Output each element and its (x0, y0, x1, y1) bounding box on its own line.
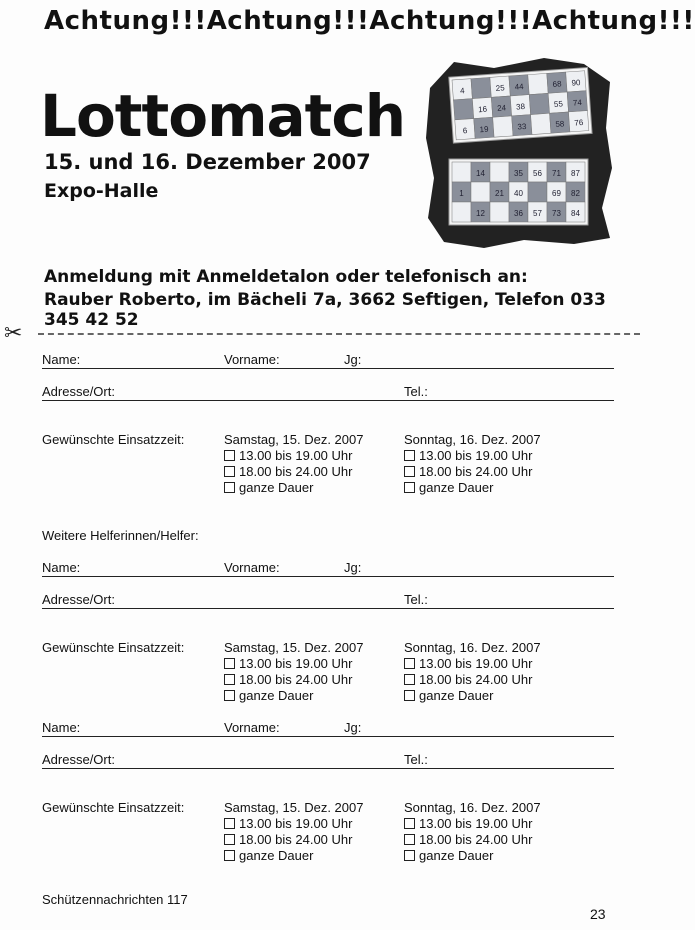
sat-option-3[interactable]: ganze Dauer (224, 688, 313, 703)
card-number: 68 (552, 79, 562, 89)
card-number: 6 (462, 126, 468, 136)
card-number: 58 (555, 119, 565, 129)
name-field[interactable] (42, 736, 614, 737)
card-number: 33 (517, 121, 527, 132)
sunday-heading: Sonntag, 16. Dez. 2007 (404, 800, 541, 815)
name-label: Name: (42, 720, 81, 735)
checkbox[interactable] (224, 466, 235, 477)
card-number: 90 (571, 78, 581, 88)
achtung-banner (0, 6, 695, 46)
address-field[interactable] (42, 400, 614, 401)
card-number: 71 (552, 169, 561, 178)
sun-option-1[interactable]: 13.00 bis 19.00 Uhr (404, 656, 532, 671)
name-field[interactable] (42, 368, 614, 369)
card-number: 84 (571, 209, 580, 218)
name-label: Name: (42, 352, 81, 367)
card-number: 44 (514, 82, 524, 92)
card-number: 74 (572, 98, 583, 108)
checkbox[interactable] (224, 690, 235, 701)
name-label: Name: (42, 560, 81, 575)
checkbox[interactable] (404, 466, 415, 477)
card-number: 25 (495, 83, 505, 93)
card-number: 76 (574, 117, 584, 128)
sat-option-2[interactable]: 18.00 bis 24.00 Uhr (224, 832, 352, 847)
lotto-card-bottom (449, 159, 588, 225)
card-cell (452, 202, 471, 222)
name-field[interactable] (42, 576, 614, 577)
checkbox[interactable] (224, 450, 235, 461)
saturday-heading: Samstag, 15. Dez. 2007 (224, 800, 364, 815)
sun-option-3[interactable]: ganze Dauer (404, 848, 493, 863)
sat-option-2[interactable]: 18.00 bis 24.00 Uhr (224, 672, 352, 687)
jg-label: Jg: (344, 720, 362, 735)
publication-name: Schützennachrichten 117 (42, 892, 188, 907)
checkbox[interactable] (224, 674, 235, 685)
cut-line (4, 320, 640, 345)
event-venue: Expo-Halle (44, 180, 159, 202)
card-cell (490, 202, 509, 222)
card-number: 21 (495, 189, 504, 198)
checkbox[interactable] (404, 834, 415, 845)
card-number: 16 (477, 104, 488, 115)
achtung-text: Achtung!!! (206, 6, 370, 36)
registration-heading: Anmeldung mit Anmeldetalon oder telefonisch an: (44, 267, 528, 287)
achtung-text: Achtung!!! (44, 6, 207, 36)
jg-label: Jg: (344, 560, 362, 575)
checkbox[interactable] (404, 850, 415, 861)
checkbox[interactable] (404, 818, 415, 829)
card-number: 40 (514, 189, 523, 198)
vorname-label: Vorname: (224, 352, 280, 367)
vorname-label: Vorname: (224, 560, 280, 575)
card-cell (471, 77, 491, 98)
card-number: 4 (459, 86, 465, 96)
tel-label: Tel.: (404, 384, 428, 399)
card-cell (490, 162, 509, 182)
einsatz-label: Gewünschte Einsatzzeit: (42, 800, 185, 815)
dashed-divider (38, 333, 640, 335)
card-number: 36 (514, 209, 523, 218)
lotto-cards-illustration (424, 58, 614, 248)
checkbox[interactable] (224, 834, 235, 845)
checkbox[interactable] (224, 850, 235, 861)
card-number: 82 (571, 189, 580, 198)
sun-option-2[interactable]: 18.00 bis 24.00 Uhr (404, 464, 532, 479)
checkbox[interactable] (224, 658, 235, 669)
card-number: 73 (552, 209, 561, 218)
card-cell (529, 93, 549, 114)
sun-option-1[interactable]: 13.00 bis 19.00 Uhr (404, 816, 532, 831)
sun-option-2[interactable]: 18.00 bis 24.00 Uhr (404, 832, 532, 847)
sun-option-2[interactable]: 18.00 bis 24.00 Uhr (404, 672, 532, 687)
sat-option-3[interactable]: ganze Dauer (224, 848, 313, 863)
card-cell (471, 182, 490, 202)
einsatz-label: Gewünschte Einsatzzeit: (42, 640, 185, 655)
checkbox[interactable] (224, 818, 235, 829)
checkbox[interactable] (224, 482, 235, 493)
address-label: Adresse/Ort: (42, 752, 115, 767)
card-number: 57 (533, 209, 542, 218)
lotto-card-top (449, 68, 592, 144)
checkbox[interactable] (404, 450, 415, 461)
card-number: 35 (514, 169, 523, 178)
sat-option-1[interactable]: 13.00 bis 19.00 Uhr (224, 656, 352, 671)
sunday-heading: Sonntag, 16. Dez. 2007 (404, 640, 541, 655)
card-number: 69 (552, 189, 561, 198)
jg-label: Jg: (344, 352, 362, 367)
saturday-heading: Samstag, 15. Dez. 2007 (224, 432, 364, 447)
card-cell (528, 73, 548, 94)
scissors-icon: ✂ (4, 320, 23, 345)
address-label: Adresse/Ort: (42, 384, 115, 399)
vorname-label: Vorname: (224, 720, 280, 735)
sat-option-2[interactable]: 18.00 bis 24.00 Uhr (224, 464, 352, 479)
more-helpers-label: Weitere Helferinnen/Helfer: (42, 528, 199, 543)
card-number: 55 (553, 99, 564, 109)
registration-contact: Rauber Roberto, im Bächeli 7a, 3662 Seftigen, Telefon 033 345 42 52 (44, 290, 606, 330)
sun-option-3[interactable]: ganze Dauer (404, 480, 493, 495)
sat-option-1[interactable]: 13.00 bis 19.00 Uhr (224, 816, 352, 831)
sunday-heading: Sonntag, 16. Dez. 2007 (404, 432, 541, 447)
card-number: 56 (533, 169, 542, 178)
card-cell (531, 113, 551, 134)
event-date: 15. und 16. Dezember 2007 (44, 150, 371, 174)
checkbox[interactable] (404, 674, 415, 685)
checkbox[interactable] (404, 658, 415, 669)
address-label: Adresse/Ort: (42, 592, 115, 607)
card-cell (493, 116, 513, 137)
checkbox[interactable] (404, 482, 415, 493)
sat-option-3[interactable]: ganze Dauer (224, 480, 313, 495)
sun-option-3[interactable]: ganze Dauer (404, 688, 493, 703)
card-number: 1 (459, 189, 464, 198)
address-field[interactable] (42, 608, 614, 609)
page-title: Lottomatch (40, 82, 406, 150)
page-number: 23 (590, 906, 606, 922)
address-field[interactable] (42, 768, 614, 769)
achtung-text: Achtung!!! (532, 6, 695, 36)
card-number: 87 (571, 169, 580, 178)
sun-option-1[interactable]: 13.00 bis 19.00 Uhr (404, 448, 532, 463)
card-cell (453, 99, 473, 120)
card-number: 14 (476, 169, 485, 178)
card-number: 19 (479, 124, 489, 135)
tel-label: Tel.: (404, 592, 428, 607)
card-number: 24 (496, 103, 507, 113)
achtung-text: Achtung!!! (369, 6, 533, 36)
card-cell (452, 162, 471, 182)
checkbox[interactable] (404, 690, 415, 701)
card-cell (528, 182, 547, 202)
saturday-heading: Samstag, 15. Dez. 2007 (224, 640, 364, 655)
card-number: 12 (476, 209, 485, 218)
einsatz-label: Gewünschte Einsatzzeit: (42, 432, 185, 447)
sat-option-1[interactable]: 13.00 bis 19.00 Uhr (224, 448, 352, 463)
card-number: 38 (515, 101, 526, 112)
tel-label: Tel.: (404, 752, 428, 767)
